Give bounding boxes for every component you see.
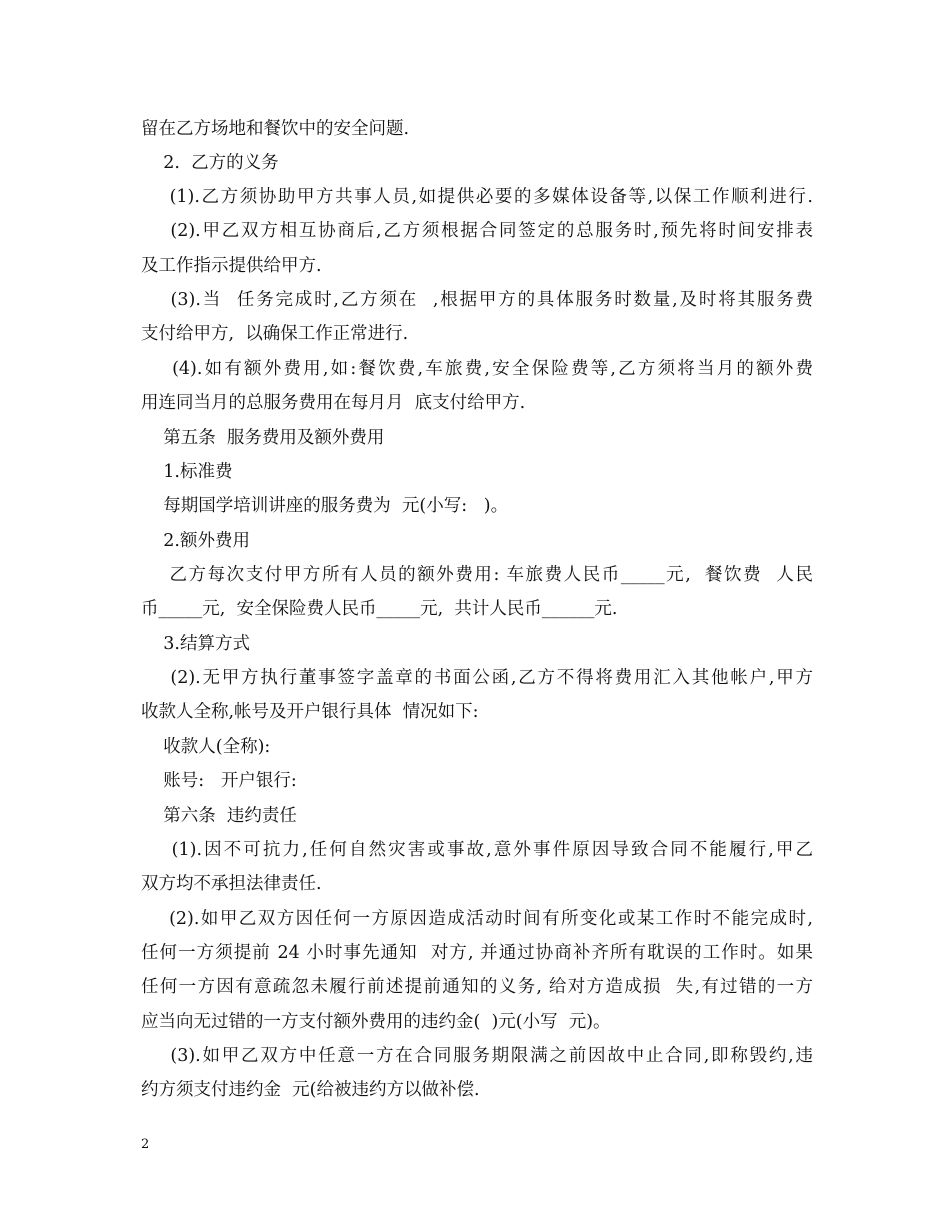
text-line: (1).乙方须协助甲方共事人员,如提供必要的多媒体设备等,以保工作顺利进行. [141, 187, 813, 207]
text-line: 每期国学培训讲座的服务费为 元(小写: )。 [141, 496, 509, 516]
text-line: 留在乙方场地和餐饮中的安全问题. [141, 119, 410, 139]
text-line: 2.额外费用 [141, 531, 250, 551]
page-number: 2 [141, 1137, 150, 1152]
text-line: 2. 乙方的义务 [141, 153, 279, 173]
text-line: 及工作指示提供给甲方. [141, 256, 322, 276]
text-line: (3).当 任务完成时,乙方须在 ,根据甲方的具体服务时数量,及时将其服务费 [141, 290, 813, 310]
text-line: (4).如有额外费用,如:餐饮费,车旅费,安全保险费等,乙方须将当月的额外费 [141, 359, 813, 379]
text-line: 支付给甲方, 以确保工作正常进行. [141, 324, 409, 344]
text-line: (2).无甲方执行董事签字盖章的书面公函,乙方不得将费用汇入其他帐户,甲方 [141, 668, 813, 688]
text-line: (3).如甲乙双方中任意一方在合同服务期限满之前因故中止合同,即称毁约,违 [141, 1046, 813, 1066]
text-line: 账号: 开户银行: [141, 771, 297, 791]
text-line: 双方均不承担法律责任. [141, 874, 322, 894]
text-line: (2).甲乙双方相互协商后,乙方须根据合同签定的总服务时,预先将时间安排表 [141, 221, 813, 241]
text-line: 3.结算方式 [141, 634, 250, 654]
text-line: 币_____元, 安全保险费人民币_____元, 共计人民币______元. [141, 599, 618, 619]
text-line: (1).因不可抗力,任何自然灾害或事故,意外事件原因导致合同不能履行,甲乙 [141, 840, 813, 860]
section-heading: 第五条 服务费用及额外费用 [141, 428, 385, 448]
text-line: 任何一方须提前 24 小时事先通知 对方, 并通过协商补齐所有耽误的工作时。如果 [141, 943, 813, 963]
section-heading: 第六条 违约责任 [141, 806, 297, 826]
text-line: 约方须支付违约金 元(给被违约方以做补偿. [141, 1080, 480, 1100]
text-line: 应当向无过错的一方支付额外费用的违约金( )元(小写 元)。 [141, 1012, 611, 1032]
text-line: 任何一方因有意疏忽未履行前述提前通知的义务, 给对方造成损 失,有过错的一方 [141, 977, 813, 997]
text-line: 1.标准费 [141, 462, 233, 482]
text-line: 乙方每次支付甲方所有人员的额外费用: 车旅费人民币_____元, 餐饮费 人民 [141, 565, 813, 585]
text-line: 用连同当月的总服务费用在每月月 底支付给甲方. [141, 393, 526, 413]
text-line: 收款人全称,帐号及开户银行具体 情况如下: [141, 702, 479, 722]
text-line: (2).如甲乙双方因任何一方原因造成活动时间有所变化或某工作时不能完成时, [141, 909, 813, 929]
text-line: 收款人(全称): [141, 737, 271, 757]
